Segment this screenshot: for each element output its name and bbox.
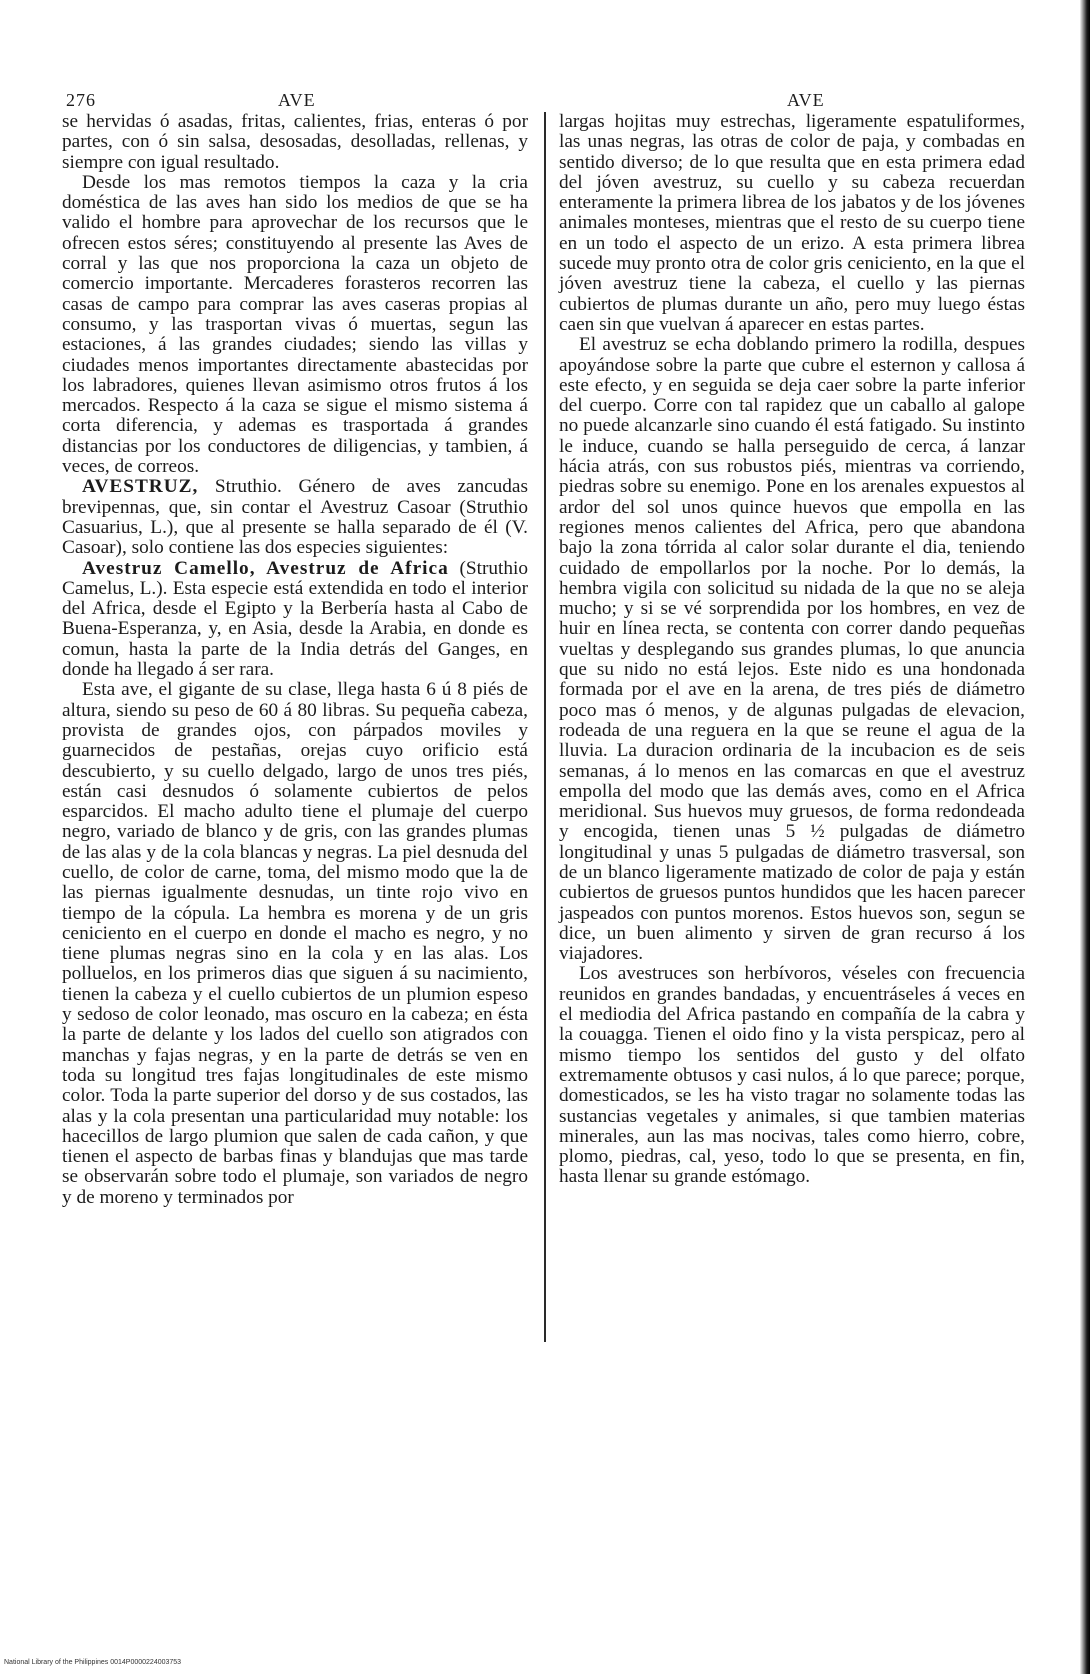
scan-footer: National Library of the Philippines 0014P0000224003753 — [4, 1659, 182, 1666]
entry-heading: AVESTRUZ, — [82, 476, 199, 498]
entry-heading: Avestruz Camello, Avestruz de Africa — [82, 557, 449, 579]
paragraph: Los avestruces son herbívoros, véseles con frecuencia reunidos en grandes bandadas, y encuentráseles á veces en el mediodia del Africa pastando en compañía de la cabra y la couagga. Tienen el oido fino y la vista perspicaz, pero al mismo tiempo los sentidos del gusto y del olfato extremamente obtusos y casi nulos, á lo que parece; porque, domesticados, se les ha visto tragar no solamente todas las sustancias vegetales y animales, si que tambien materias minerales, aun las mas nocivas, tales como hierro, cobre, plomo, piedras, cal, yeso, todo lo que se presenta, en fin, hasta llenar su grande estómago. — [559, 963, 1025, 1188]
entry-body: (Struthio Camelus, L.). Esta especie está extendida en todo el interior del Africa, desde el Egipto y la Berbería hasta al Cabo de Buena-Esperanza, y, en Asia, desde la Arabia, en donde es comun, hasta la parte de la India detrás del Ganges, en donde ha llegado á ser rara. — [62, 557, 528, 681]
left-column — [62, 112, 528, 1208]
right-running-head: AVE — [787, 90, 825, 110]
entry-avestruz-camello — [62, 559, 528, 681]
paragraph: El avestruz se echa doblando primero la rodilla, despues apoyándose sobre la parte que cubre el esternon y callosa á este efecto, y en seguida se deja caer sobre la parte inferior del cuerpo. Corre con tal rapidez que un caballo al galope no puede alcanzarle sino cuando él está fatigado. Su instinto le induce, cuando se halla perseguido de cerca, á lanzar hácia atrás, con sus robustos piés, mientras va corriendo, piedras sobre su enemigo. Pone en los arenales expuestos al ardor del sol unos quince huevos que empolla en las regiones menos calientes del Africa, pero que abandona bajo la zona tórrida al calor solar durante el dia, teniendo cuidado de empollarlos por la noche. Por lo demás, la hembra vigila con solicitud su nidada de la que no se aleja mucho; y si se vé sorprendida por los hombres, en vez de huir en línea recta, se contenta con correr dando pequeñas vueltas y desplegando sus grandes plumas, lo que anuncia que su nido no está lejos. Este nido es una hondonada formada por el ave en la arena, de tres piés de diámetro poco mas ó menos, y de algunas pulgadas de elevacion, rodeada de una reguera en la que se reune el agua de la lluvia. La duracion ordinaria de la incubacion es de seis semanas, á lo menos en las comarcas en que el avestruz empolla del modo que las demás aves, como en el Africa meridional. Sus huevos muy gruesos, de forma redondeada y encogida, tienen unas 5 ½ pulgadas de diámetro longitudinal y unas 5 pulgadas de diámetro trasversal, son de un blanco ligeramente matizado de color de paja y están cubiertos de gruesos puntos hundidos que les hacen parecer jaspeados con puntos morenos. Estos huevos son, segun se dice, un buen alimento y sirven de gran recurso á los viajadores. — [559, 334, 1025, 965]
paragraph: Desde los mas remotos tiempos la caza y la cria doméstica de las aves han sido los medios de que se ha valido el hombre para aprovechar de los recursos que le ofrecen estos séres; constituyendo al presente las Aves de corral y las que nos proporciona la caza un objeto de comercio importante. Mercaderes forasteros recorren las casas de campo para comprar las aves caseras propias al consumo, y las trasportan vivas ó muertas, segun las estaciones, á las grandes ciudades; siendo las villas y ciudades menos importantes directamente abastecidas por los labradores, quienes llevan asimismo otros frutos á los mercados. Respecto á la caza se sigue el mismo sistema á corta diferencia, y ademas es trasportada á grandes distancias por los conductores de diligencias, y tambien, á veces, de correos. — [62, 171, 528, 478]
right-column — [559, 112, 1025, 1188]
paragraph: Esta ave, el gigante de su clase, llega hasta 6 ú 8 piés de altura, siendo su peso de 60 á 80 libras. Su pequeña cabeza, provista de grandes ojos, con párpados moviles y guarnecidos de pestañas, orejas cuyo orificio está descubierto, y su cuello delgado, largo de unos tres piés, están casi desnudos ó solamente cubiertos de pelos esparcidos. El macho adulto tiene el plumaje del cuerpo negro, variado de blanco y de gris, con las grandes plumas de las alas y de la cola blancas y negras. La piel desnuda del cuello, de color de carne, toma, del mismo modo que la de las piernas igualmente desnudas, un tinte rojo vivo en tiempo de la cópula. La hembra es morena y de un gris ceniciento en el cuerpo en donde el macho es negro, y no tiene plumas negras sino en la cola y en las alas. Los polluelos, en los primeros dias que siguen á su nacimiento, tienen la cabeza y el cuello cubiertos de un plumion espeso y sedoso de color leonado, mas oscuro en la cabeza; en ésta la parte de delante y los lados del cuello son atigrados con manchas y fajas negras, y en la parte de detrás se ven en toda su longitud tres fajas longitudinales de este mismo color. Toda la parte superior del dorso y de sus costados, las alas y la cola presentan una particularidad muy notable: los hacecillos de largo plumion que salen de cada cañon, y que tienen el aspecto de barbas finas y blandujas que mas tarde se observarán sobre todo el plumaje, son variados de negro y de moreno y terminados por — [62, 679, 528, 1208]
page-number: 276 — [66, 90, 96, 110]
entry-avestruz — [62, 477, 528, 558]
paragraph: largas hojitas muy estrechas, ligeramente espatuliformes, las unas negras, las otras de color de paja, y combadas en sentido diverso; de lo que resulta que en esta primera edad del jóven avestruz, su cuello y su cabeza recuerdan enteramente la primera librea de los jabatos y de los jóvenes animales monteses, mientras que el resto de su cuerpo tiene en un todo el aspecto de un erizo. A esta primera librea sucede muy pronto otra de color gris ceniciento, en la que el jóven avestruz tiene la cabeza, el cuello y las piernas cubiertos de plumas durante un año, pero muy luego éstas caen sin que vuelvan á aparecer en estas partes. — [559, 111, 1025, 335]
paragraph: se hervidas ó asadas, fritas, calientes, frias, enteras ó por partes, con ó sin salsa, desosadas, desolladas, rellenas, y siempre con igual resultado. — [62, 111, 528, 173]
left-running-head: AVE — [278, 90, 316, 110]
column-divider — [544, 112, 546, 1342]
page-edge-shadow — [1080, 0, 1090, 1674]
entry-body: Struthio. Género de aves zancudas brevipennas, que, sin contar el Avestruz Casoar (Struthio Casuarius, L.), que al presente se halla separado de él (V. Casoar), solo contiene las dos especies siguientes: — [62, 476, 528, 559]
